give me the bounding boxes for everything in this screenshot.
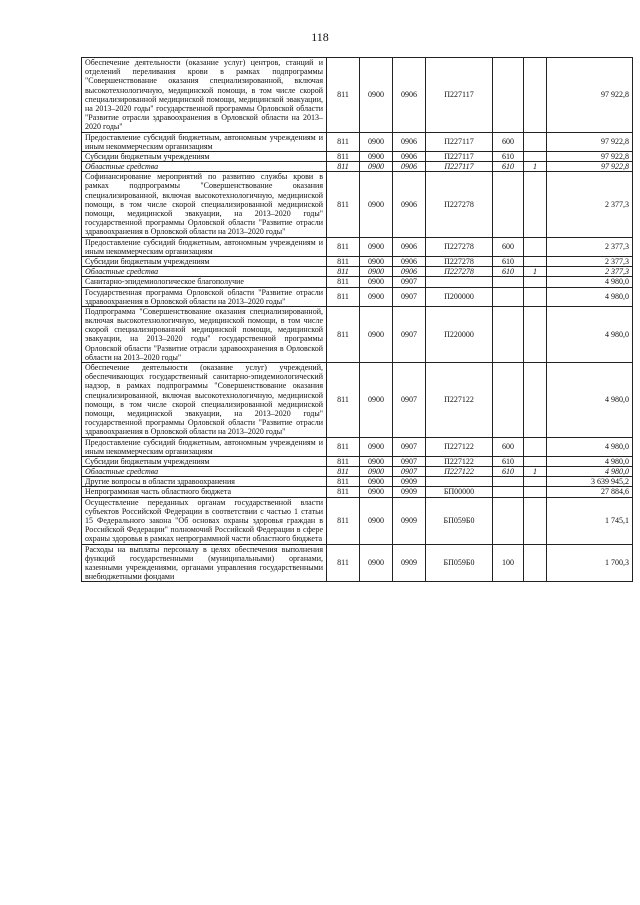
row-subsection-code: 0907 — [393, 467, 426, 477]
row-amount: 1 745,1 — [547, 497, 633, 544]
table-row — [82, 477, 633, 487]
row-name: Софинансирование мероприятий по развитию службы крови в рамках подпрограммы "Совершенствование оказания специализированной, включая высокотехнологичную, медицинской помощи, в том числе скорой специализированной медицинской помощи, медицинской эвакуации, на 2013–2020 годы" государственной программы Орловской области "Развитие отрасли здравоохранения в Орловской области на 2013–2020 годы" — [82, 172, 327, 237]
row-name: Предоставление субсидий бюджетным, автономным учреждениям и иным некоммерческим организациям — [82, 437, 327, 456]
table-row — [82, 151, 633, 161]
table-row — [82, 162, 633, 172]
row-expense-type — [493, 287, 524, 306]
row-section-code: 0900 — [360, 487, 393, 497]
row-target-code: П200000 — [426, 287, 493, 306]
row-section-code: 0900 — [360, 132, 393, 151]
row-name: Другие вопросы в области здравоохранения — [82, 477, 327, 487]
row-target-code: БП00000 — [426, 487, 493, 497]
row-subsection-code: 0909 — [393, 544, 426, 582]
table-row — [82, 497, 633, 544]
row-fund-code — [524, 487, 547, 497]
row-fund-code — [524, 277, 547, 287]
row-expense-type — [493, 172, 524, 237]
row-fund-code: 1 — [524, 467, 547, 477]
row-amount: 27 884,6 — [547, 487, 633, 497]
row-section-code: 0900 — [360, 287, 393, 306]
row-subsection-code: 0909 — [393, 497, 426, 544]
row-subsection-code: 0906 — [393, 162, 426, 172]
row-section-code: 0900 — [360, 58, 393, 133]
row-fund-code — [524, 58, 547, 133]
table-row — [82, 437, 633, 456]
budget-table-body — [82, 58, 633, 582]
row-subsection-code: 0907 — [393, 306, 426, 362]
row-name: Подпрограмма "Совершенствование оказания специализированной, включая высокотехнологичную, медицинской помощи, в том числе скорой специализированной медицинской помощи, медицинской эвакуации, на 2013–2020 годы" государственной программы Орловской области "Развитие отрасли здравоохранения в Орловской области на 2013–2020 годы" — [82, 306, 327, 362]
row-target-code: БП059Б0 — [426, 544, 493, 582]
row-amount: 97 922,8 — [547, 132, 633, 151]
row-subsection-code: 0906 — [393, 151, 426, 161]
row-section-code: 0900 — [360, 456, 393, 466]
row-section-code: 0900 — [360, 237, 393, 256]
row-target-code: БП059Б0 — [426, 497, 493, 544]
row-section-code: 0900 — [360, 467, 393, 477]
row-fund-code — [524, 287, 547, 306]
row-subsection-code: 0906 — [393, 172, 426, 237]
row-name: Непрограммная часть областного бюджета — [82, 487, 327, 497]
row-fund-code — [524, 237, 547, 256]
row-expense-type — [493, 497, 524, 544]
row-fund-code — [524, 437, 547, 456]
row-amount: 2 377,3 — [547, 256, 633, 266]
row-subsection-code: 0906 — [393, 237, 426, 256]
row-name: Предоставление субсидий бюджетным, автономным учреждениям и иным некоммерческим организациям — [82, 132, 327, 151]
row-section-code: 0900 — [360, 497, 393, 544]
row-grbs-code: 811 — [327, 544, 360, 582]
row-target-code: П227117 — [426, 58, 493, 133]
row-amount: 4 980,0 — [547, 467, 633, 477]
row-subsection-code: 0906 — [393, 132, 426, 151]
row-grbs-code: 811 — [327, 237, 360, 256]
row-fund-code — [524, 456, 547, 466]
row-subsection-code: 0909 — [393, 487, 426, 497]
row-grbs-code: 811 — [327, 363, 360, 438]
row-section-code: 0900 — [360, 162, 393, 172]
table-row — [82, 277, 633, 287]
row-target-code — [426, 477, 493, 487]
row-grbs-code: 811 — [327, 172, 360, 237]
row-grbs-code: 811 — [327, 456, 360, 466]
row-amount: 1 700,3 — [547, 544, 633, 582]
table-row — [82, 132, 633, 151]
row-expense-type — [493, 477, 524, 487]
row-name: Обеспечение деятельности (оказание услуг) учреждений, обеспечивающих государственный санитарно-эпидемиологический надзор, в рамках подпрограммы "Совершенствование оказания специализированной, включая высокотехнологичную, медицинской помощи, в том числе скорой специализированной медицинской помощи, медицинской эвакуации, на 2013–2020 годы" государственной программы Орловской области "Развитие отрасли здравоохранения в Орловской области на 2013–2020 годы" — [82, 363, 327, 438]
row-section-code: 0900 — [360, 544, 393, 582]
row-target-code: П227122 — [426, 363, 493, 438]
row-grbs-code: 811 — [327, 256, 360, 266]
row-fund-code — [524, 256, 547, 266]
row-subsection-code: 0906 — [393, 58, 426, 133]
row-amount: 97 922,8 — [547, 58, 633, 133]
row-expense-type: 610 — [493, 256, 524, 266]
row-amount: 97 922,8 — [547, 162, 633, 172]
row-name: Государственная программа Орловской области "Развитие отрасли здравоохранения в Орловской области на 2013–2020 годы" — [82, 287, 327, 306]
row-fund-code — [524, 172, 547, 237]
page-number: 118 — [311, 30, 329, 44]
row-amount: 4 980,0 — [547, 456, 633, 466]
row-subsection-code: 0907 — [393, 277, 426, 287]
row-grbs-code: 811 — [327, 487, 360, 497]
row-name: Санитарно-эпидемиологическое благополучие — [82, 277, 327, 287]
row-fund-code — [524, 544, 547, 582]
row-grbs-code: 811 — [327, 132, 360, 151]
row-name: Обеспечение деятельности (оказание услуг) центров, станций и отделений переливания крови в рамках подпрограммы "Совершенствование оказания специализированной, включая высокотехнологичную, медицинской помощи, в том числе скорой специализированной медицинской помощи, медицинской эвакуации, на 2013–2020 годы" государственной программы Орловской области "Развитие отрасли здравоохранения в Орловской области на 2013–2020 годы" — [82, 58, 327, 133]
row-fund-code — [524, 306, 547, 362]
row-target-code: П220000 — [426, 306, 493, 362]
row-expense-type — [493, 58, 524, 133]
row-section-code: 0900 — [360, 363, 393, 438]
row-name: Областные средства — [82, 267, 327, 277]
row-section-code: 0900 — [360, 256, 393, 266]
row-expense-type: 610 — [493, 467, 524, 477]
table-row — [82, 456, 633, 466]
row-name: Субсидии бюджетным учреждениям — [82, 456, 327, 466]
row-fund-code — [524, 132, 547, 151]
row-target-code: П227278 — [426, 256, 493, 266]
row-section-code: 0900 — [360, 151, 393, 161]
table-row — [82, 544, 633, 582]
row-subsection-code: 0906 — [393, 256, 426, 266]
row-name: Расходы на выплаты персоналу в целях обеспечения выполнения функций государственными (муниципальными) органами, казенными учреждениями, органами управления государственными внебюджетными фондами — [82, 544, 327, 582]
row-amount: 3 639 945,2 — [547, 477, 633, 487]
budget-table — [81, 57, 633, 582]
row-expense-type: 610 — [493, 162, 524, 172]
row-grbs-code: 811 — [327, 477, 360, 487]
row-amount: 4 980,0 — [547, 363, 633, 438]
row-section-code: 0900 — [360, 306, 393, 362]
row-amount: 4 980,0 — [547, 437, 633, 456]
row-fund-code — [524, 151, 547, 161]
row-target-code: П227117 — [426, 132, 493, 151]
row-section-code: 0900 — [360, 172, 393, 237]
table-row — [82, 287, 633, 306]
row-fund-code — [524, 477, 547, 487]
table-row — [82, 363, 633, 438]
row-subsection-code: 0906 — [393, 267, 426, 277]
row-amount: 4 980,0 — [547, 306, 633, 362]
row-grbs-code: 811 — [327, 151, 360, 161]
row-target-code: П227117 — [426, 162, 493, 172]
row-grbs-code: 811 — [327, 277, 360, 287]
row-expense-type: 100 — [493, 544, 524, 582]
row-target-code: П227278 — [426, 172, 493, 237]
row-amount: 2 377,3 — [547, 172, 633, 237]
row-target-code: П227117 — [426, 151, 493, 161]
row-expense-type — [493, 277, 524, 287]
row-grbs-code: 811 — [327, 467, 360, 477]
row-grbs-code: 811 — [327, 267, 360, 277]
row-expense-type — [493, 363, 524, 438]
row-grbs-code: 811 — [327, 287, 360, 306]
row-subsection-code: 0907 — [393, 287, 426, 306]
row-fund-code — [524, 497, 547, 544]
row-expense-type: 610 — [493, 151, 524, 161]
row-expense-type — [493, 306, 524, 362]
row-section-code: 0900 — [360, 277, 393, 287]
row-amount: 4 980,0 — [547, 277, 633, 287]
table-row — [82, 237, 633, 256]
row-target-code: П227122 — [426, 467, 493, 477]
row-name: Осуществление переданных органам государственной власти субъектов Российской Федерации в соответствии с частью 1 статьи 15 Федерального закона "Об основах охраны здоровья граждан в Российской Федерации" полномочий Российской Федерации в сфере охраны здоровья в рамках непрограммной части областного бюджета — [82, 497, 327, 544]
row-amount: 4 980,0 — [547, 287, 633, 306]
row-section-code: 0900 — [360, 267, 393, 277]
table-row — [82, 256, 633, 266]
row-grbs-code: 811 — [327, 497, 360, 544]
row-name: Областные средства — [82, 467, 327, 477]
row-expense-type: 600 — [493, 237, 524, 256]
row-subsection-code: 0907 — [393, 363, 426, 438]
row-grbs-code: 811 — [327, 437, 360, 456]
row-expense-type: 610 — [493, 267, 524, 277]
row-section-code: 0900 — [360, 477, 393, 487]
row-expense-type: 600 — [493, 132, 524, 151]
row-fund-code: 1 — [524, 162, 547, 172]
row-target-code: П227122 — [426, 437, 493, 456]
row-expense-type — [493, 487, 524, 497]
row-grbs-code: 811 — [327, 162, 360, 172]
row-fund-code — [524, 363, 547, 438]
row-grbs-code: 811 — [327, 306, 360, 362]
row-amount: 97 922,8 — [547, 151, 633, 161]
row-amount: 2 377,3 — [547, 237, 633, 256]
row-section-code: 0900 — [360, 437, 393, 456]
row-name: Субсидии бюджетным учреждениям — [82, 256, 327, 266]
row-fund-code: 1 — [524, 267, 547, 277]
row-target-code: П227278 — [426, 267, 493, 277]
row-target-code — [426, 277, 493, 287]
row-subsection-code: 0907 — [393, 437, 426, 456]
row-name: Субсидии бюджетным учреждениям — [82, 151, 327, 161]
table-row — [82, 487, 633, 497]
row-grbs-code: 811 — [327, 58, 360, 133]
row-expense-type: 600 — [493, 437, 524, 456]
row-target-code: П227122 — [426, 456, 493, 466]
table-row — [82, 267, 633, 277]
row-name: Областные средства — [82, 162, 327, 172]
row-subsection-code: 0907 — [393, 456, 426, 466]
row-target-code: П227278 — [426, 237, 493, 256]
row-amount: 2 377,3 — [547, 267, 633, 277]
table-row — [82, 58, 633, 133]
table-row — [82, 172, 633, 237]
table-row — [82, 467, 633, 477]
row-expense-type: 610 — [493, 456, 524, 466]
table-row — [82, 306, 633, 362]
row-name: Предоставление субсидий бюджетным, автономным учреждениям и иным некоммерческим организациям — [82, 237, 327, 256]
row-subsection-code: 0909 — [393, 477, 426, 487]
